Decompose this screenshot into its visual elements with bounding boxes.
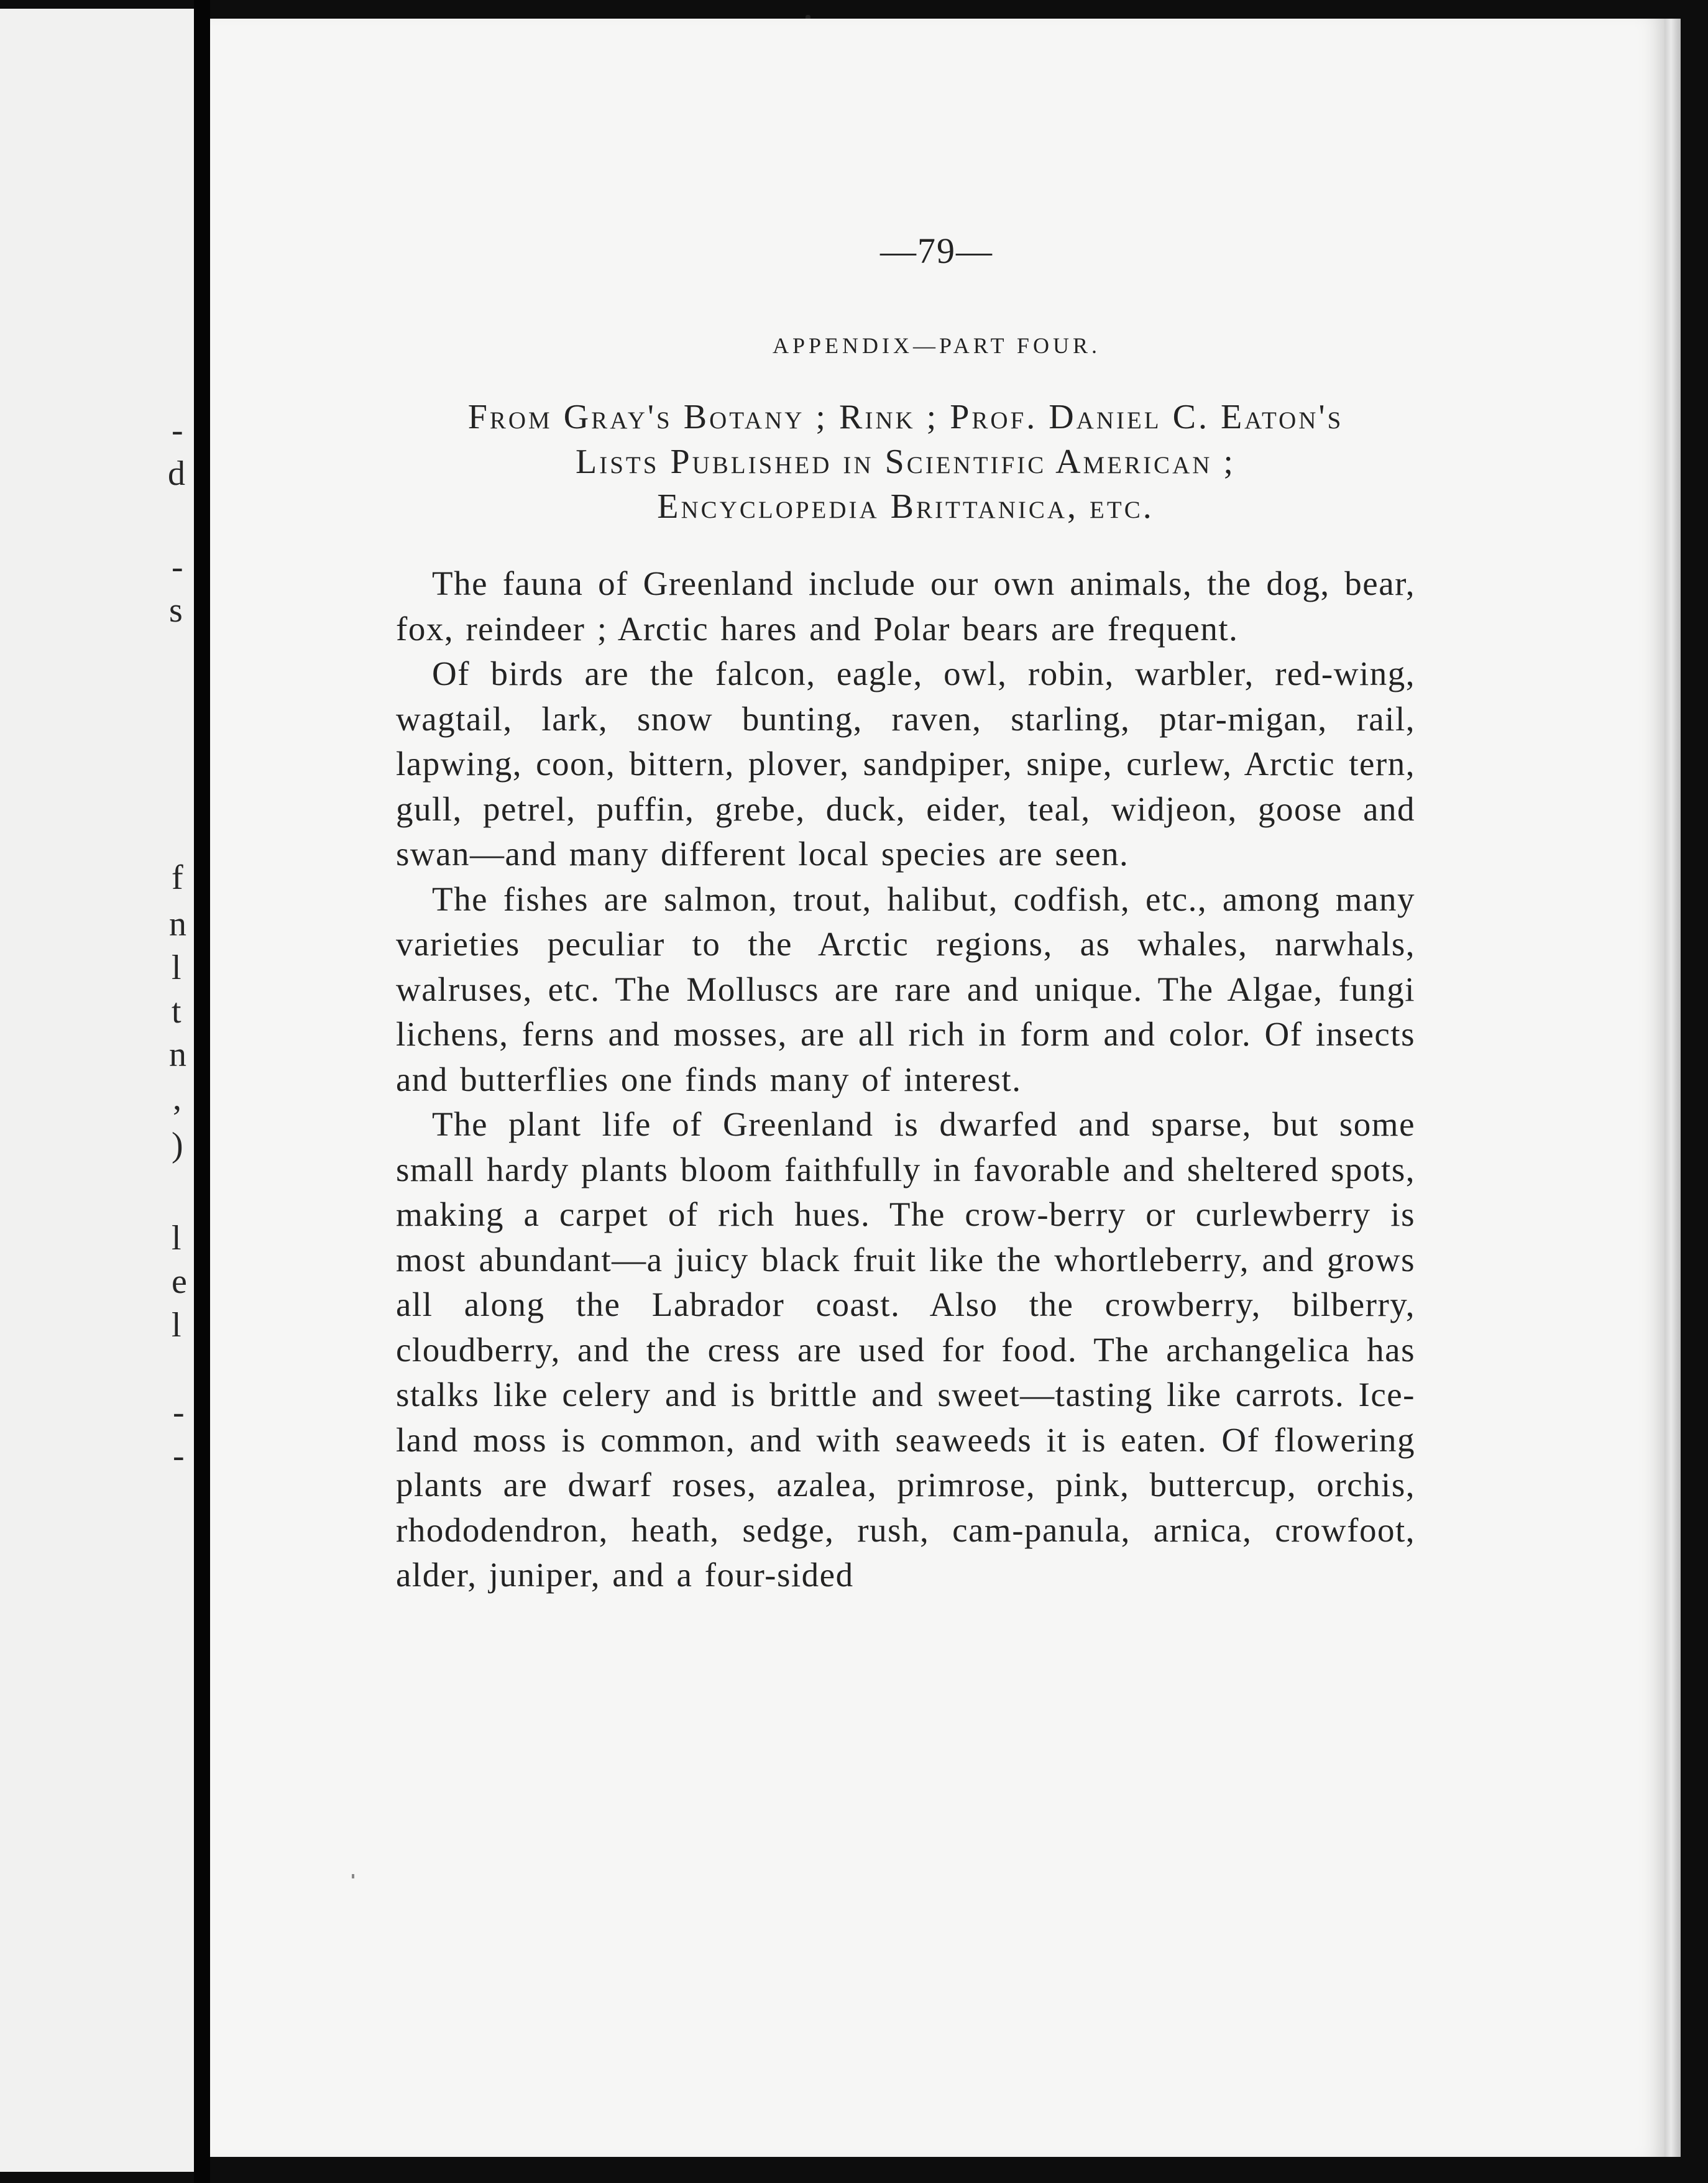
left-page-fragment: f — [172, 858, 183, 897]
left-page-fragment: ) — [172, 1126, 183, 1164]
left-page-fragment: l — [172, 1306, 181, 1344]
left-page-fragment: l — [172, 1219, 181, 1257]
sources-heading-line: Lists Published in Scientific American ; — [576, 443, 1236, 481]
left-page-fragment: d — [168, 454, 185, 493]
sources-heading — [396, 395, 1415, 529]
page-number: —79— — [880, 231, 993, 271]
page-text-block — [396, 230, 1415, 1598]
left-page-fragment: - — [173, 1393, 185, 1432]
scan-speck — [352, 1874, 354, 1878]
sources-heading-line: Encyclopedia Brittanica, etc. — [657, 487, 1154, 526]
paragraph-plant-life: The plant life of Greenland is dwarfed and sparse, but some small hardy plants bloom faithfully in favorable and sheltered spots, making a carpet of rich hues. The crow-berry or curlewberry is most abundant—a juicy black fruit like the whortleberry, and grows all along the Labrador coast. Also the crowberry, bilberry, cloudberry, and the cress are used for food. The archangelica has stalks like celery and is brittle and sweet—tasting like carrots. Ice-land moss is common, and with seaweeds it is eaten. Of flowering plants are dwarf roses, azalea, primrose, pink, buttercup, orchis, rhododendron, heath, sedge, rush, cam-panula, arnica, crowfoot, alder, juniper, and a four-sided — [396, 1105, 1415, 1594]
left-page-fragment: - — [173, 1436, 185, 1475]
left-page-fragment: , — [173, 1079, 181, 1118]
appendix-heading: APPENDIX—PART FOUR. — [773, 333, 1101, 358]
left-page-fragment: - — [172, 548, 183, 586]
page-edge — [1664, 19, 1681, 2157]
sources-heading-line: From Gray's Botany ; Rink ; Prof. Daniel C. Eaton's — [467, 398, 1344, 436]
paragraph-birds: Of birds are the falcon, eagle, owl, robin, warbler, red-wing, wagtail, lark, snow bunting, raven, starling, ptar-migan, rail, lapwing, coon, bittern, plover, sandpiper, snipe, curlew, Arctic tern, gull, petrel, puffin, grebe, duck, eider, teal, widjeon, goose and swan—and many different local species are seen. — [396, 655, 1415, 873]
left-page-fragment: n — [169, 905, 186, 944]
left-page-fragment: s — [169, 591, 183, 630]
left-page-fragment: - — [172, 411, 183, 449]
left-facing-page — [0, 9, 194, 2172]
left-page-fragment: n — [169, 1036, 186, 1074]
left-page-fragment: t — [172, 992, 181, 1031]
left-page-fragment: e — [172, 1262, 187, 1301]
paragraph-fauna: The fauna of Greenland include our own animals, the dog, bear, fox, reindeer ; Arctic hares and Polar bears are frequent. — [396, 564, 1415, 648]
binding-gutter — [194, 0, 210, 2183]
paragraph-fishes: The fishes are salmon, trout, halibut, codfish, etc., among many varieties peculiar to the Arctic regions, as whales, narwhals, walruses, etc. The Molluscs are rare and unique. The Algae, fungi lichens, ferns and mosses, are all rich in form and color. Of insects and butterflies one finds many of interest. — [396, 880, 1415, 1098]
left-page-fragment: l — [172, 949, 181, 987]
